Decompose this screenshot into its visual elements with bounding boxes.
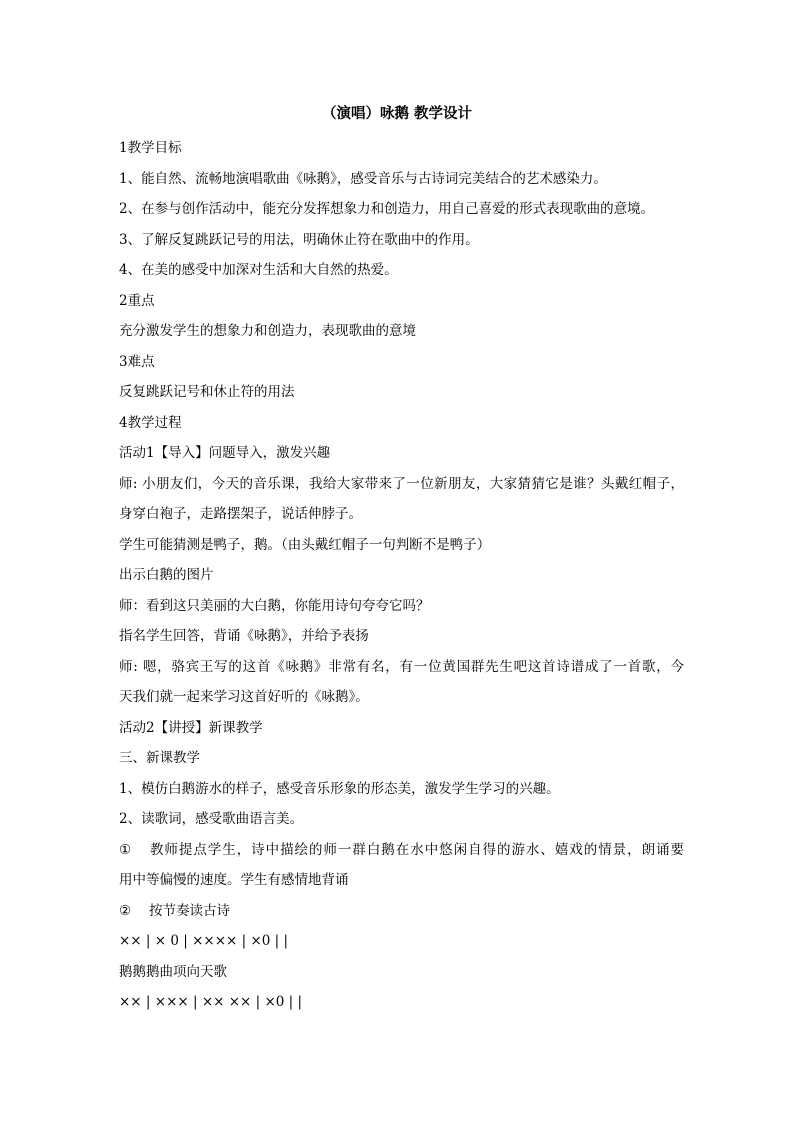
numbered-item-1 [119,835,684,866]
section-heading-key-points: 2重点 [119,292,155,309]
numbered-item-text: 按节奏读古诗 [149,902,230,919]
paragraph-line: 天我们就一起来学习这首好听的《咏鹅》。 [119,689,369,705]
numbered-item-text: 教师提点学生，诗中描绘的师一群白鹅在水中悠闲自得的游水、嬉戏的情景，朗诵要 [149,841,684,858]
paragraph-line: 指名学生回答，背诵《咏鹅》，并给予表扬 [119,628,369,644]
paragraph-line: 出示白鹅的图片 [119,567,214,583]
objective-item-4: 4、在美的感受中加深对生活和大自然的热爱。 [119,262,398,278]
document-body [119,133,684,1018]
paragraph-line: 师：看到这只美丽的大白鹅，你能用诗句夸夸它吗？ [119,597,430,614]
circled-number-2: ② [119,902,132,919]
difficulties-text: 反复跳跃记号和休止符的用法 [119,384,295,400]
activity-2-heading: 活动2【讲授】新课教学 [119,719,263,736]
numbered-item-2 [119,896,684,927]
section-heading-objectives: 1教学目标 [119,140,182,156]
paragraph-line: 学生可能猜测是鸭子，鹅。（由头戴红帽子一句判断不是鸭子） [119,536,491,553]
objective-item-1: 1、能自然、流畅地演唱歌曲《咏鹅》，感受音乐与古诗词完美结合的艺术感染力。 [119,170,607,187]
section-heading-difficulties: 3难点 [119,353,155,370]
lyrics-line: 鹅鹅鹅曲项向天歌 [119,963,227,980]
activity-1-heading: 活动1【导入】问题导入，激发兴趣 [119,445,331,461]
objective-item-2: 2、在参与创作活动中，能充分发挥想象力和创造力，用自己喜爱的形式表现歌曲的意境。 [119,201,655,217]
section-heading-process: 4教学过程 [119,414,182,431]
objective-item-3: 3、了解反复跳跃记号的用法，明确休止符在歌曲中的作用。 [119,231,479,248]
paragraph-line: 2、读歌词，感受歌曲语言美。 [119,811,304,827]
paragraph-line: 师: 嗯，骆宾王写的这首《咏鹅》非常有名，有一位黄国群先生吧这首诗谱成了一首歌，今 [119,658,684,675]
subsection-heading: 三、新课教学 [119,750,200,766]
paragraph-line: 身穿白袍子，走路摆架子，说话伸脖子。 [119,506,362,522]
rhythm-notation: ×× | ××× | ×× ×× | ×0 | | [119,994,303,1010]
circled-number-1: ① [119,841,132,858]
paragraph-line: 用中等偏慢的速度。学生有感情地背诵 [119,872,349,888]
key-points-text: 充分激发学生的想象力和创造力，表现歌曲的意境 [119,323,416,339]
rhythm-notation: ×× | × 0 | ×××× | ×0 | | [119,933,289,949]
paragraph-line: 师: 小朋友们，今天的音乐课，我给大家带来了一位新朋友，大家猜猜它是谁？头戴红帽子， [119,475,684,492]
document-title: （演唱）咏鹅 教学设计 [321,106,473,122]
paragraph-line: 1、模仿白鹅游水的样子，感受音乐形象的形态美，激发学生学习的兴趣。 [119,780,560,797]
